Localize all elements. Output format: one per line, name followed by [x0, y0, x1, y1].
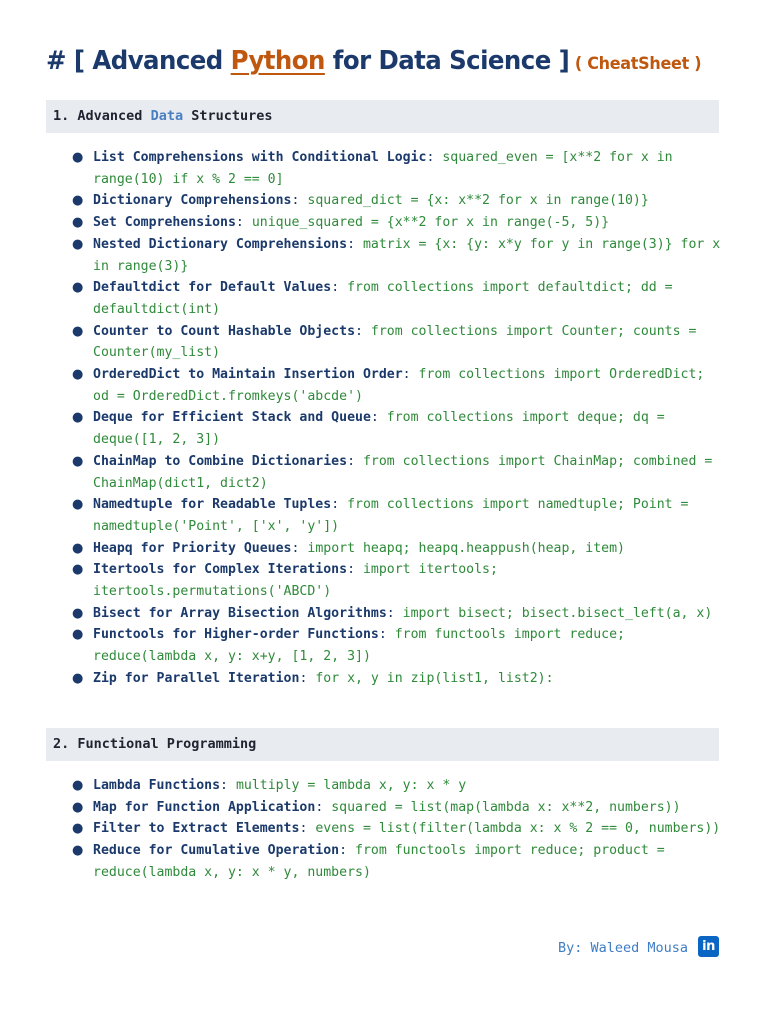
item-code: import bisect; bisect.bisect_left(a, x): [402, 605, 713, 621]
item-term: List Comprehensions with Conditional Logic: [93, 150, 427, 165]
list-item: ● Bisect for Array Bisection Algorithms: import bisect; bisect.bisect_left(a, x): [93, 603, 723, 625]
item-code: for x, y in zip(list1, list2):: [315, 670, 554, 686]
list-item: ● Set Comprehensions: unique_squared = {x**2 for x in range(-5, 5)}: [93, 212, 723, 234]
list-item: ● Nested Dictionary Comprehensions: matrix = {x: {y: x*y for y in range(3)} for x in range(3)}: [93, 234, 723, 277]
item-term: Set Comprehensions: [93, 215, 236, 231]
list-item: ● Lambda Functions: multiply = lambda x, y: x * y: [93, 775, 723, 797]
bullet-icon: ●: [72, 799, 84, 815]
title-subtitle: ( CheatSheet ): [574, 54, 702, 74]
title-highlight: Python: [230, 46, 325, 76]
item-code: unique_squared = {x**2 for x in range(-5, 5)}: [251, 215, 610, 231]
title-suffix: for Data Science ]: [324, 46, 570, 76]
bullet-icon: ●: [72, 843, 84, 859]
item-code: squared_dict = {x: x**2 for x in range(10)}: [307, 193, 649, 209]
list-item: ● Map for Function Application: squared = list(map(lambda x: x**2, numbers)): [93, 797, 723, 819]
list-item: ● OrderedDict to Maintain Insertion Order: from collections import OrderedDict; od = OrderedDict.fromkeys('abcde'): [93, 364, 723, 407]
item-code: import itertools; itertools.permutations('ABCD'): [93, 562, 498, 600]
item-term: Defaultdict for Default Values: [93, 280, 332, 296]
item-term: Nested Dictionary Comprehensions: [93, 236, 348, 252]
item-code: squared_even = [x**2 for x in range(10) if x % 2 == 0]: [93, 150, 673, 187]
list-item: ● Filter to Extract Elements: evens = list(filter(lambda x: x % 2 == 0, numbers)): [93, 818, 723, 840]
bullet-icon: ●: [72, 453, 84, 469]
item-term: Reduce for Cumulative Operation: [93, 843, 340, 859]
section-title-after: Structures: [183, 108, 273, 124]
bullet-icon: ●: [72, 497, 84, 513]
bullet-icon: ●: [72, 778, 84, 793]
section-header-functional-programming: [46, 728, 719, 761]
item-code: from functools import reduce; reduce(lambda x, y: x+y, [1, 2, 3]): [93, 627, 625, 665]
list-item: ● List Comprehensions with Conditional Logic: squared_even = [x**2 for x in range(10) if x % 2 == 0]: [93, 147, 723, 190]
linkedin-icon[interactable]: in: [698, 936, 719, 957]
list-item: ● Reduce for Cumulative Operation: from functools import reduce; product = reduce(lambda x, y: x * y, numbers): [93, 840, 723, 883]
bullet-icon: ●: [72, 627, 84, 643]
item-code: matrix = {x: {y: x*y for y in range(3)} for x in range(3)}: [93, 236, 721, 274]
bullet-icon: ●: [72, 323, 84, 339]
author-credit: By: Waleed Mousa: [557, 940, 688, 956]
item-term: Dictionary Comprehensions: [93, 193, 292, 209]
list-item: ● Heapq for Priority Queues: import heapq; heapq.heappush(heap, item): [93, 538, 723, 560]
list-item: ● Functools for Higher-order Functions: from functools import reduce; reduce(lambda x, y: x+y, [1, 2, 3]): [93, 624, 723, 667]
item-code: multiply = lambda x, y: x * y: [235, 778, 467, 793]
item-term: Zip for Parallel Iteration: [93, 670, 300, 686]
section-title-accent: Data: [150, 108, 184, 124]
item-code: squared = list(map(lambda x: x**2, numbers)): [331, 799, 681, 815]
bullet-icon: ●: [72, 821, 84, 837]
section-title-before: Advanced: [77, 108, 151, 124]
item-term: Itertools for Complex Iterations: [93, 562, 348, 578]
section-title-before: Functional Programming: [77, 736, 257, 752]
bullet-icon: ●: [72, 193, 84, 209]
item-term: Lambda Functions: [93, 778, 221, 793]
title-prefix: # [ Advanced: [46, 46, 231, 76]
item-code: from collections import deque; dq = deque([1, 2, 3]): [93, 410, 665, 448]
bullet-icon: ●: [72, 280, 84, 296]
page-title: [46, 46, 704, 76]
bullet-icon: ●: [72, 670, 84, 686]
item-code: from collections import Counter; counts = Counter(my_list): [93, 323, 697, 361]
item-term: Map for Function Application: [93, 799, 316, 815]
item-code: from collections import OrderedDict; od = OrderedDict.fromkeys('abcde'): [93, 367, 705, 404]
item-term: Counter to Count Hashable Objects: [93, 323, 356, 339]
list-item: ● Namedtuple for Readable Tuples: from collections import namedtuple; Point = namedtuple('Point', ['x', 'y']): [93, 494, 723, 537]
list-item: ● Dictionary Comprehensions: squared_dict = {x: x**2 for x in range(10)}: [93, 190, 723, 212]
item-term: Namedtuple for Readable Tuples: [93, 497, 332, 513]
bullet-icon: ●: [72, 236, 84, 252]
item-term: ChainMap to Combine Dictionaries: [93, 453, 348, 469]
item-term: Bisect for Array Bisection Algorithms: [93, 605, 387, 621]
item-code: from collections import defaultdict; dd = defaultdict(int): [93, 280, 673, 317]
item-code: import heapq; heapq.heappush(heap, item): [307, 540, 625, 556]
list-item: ● Defaultdict for Default Values: from collections import defaultdict; dd = defaultdict(int): [93, 277, 723, 320]
section-list-functional-programming: [0, 775, 768, 884]
item-term: Functools for Higher-order Functions: [93, 627, 379, 643]
item-term: Deque for Efficient Stack and Queue: [93, 410, 371, 426]
section-header-data-structures: [46, 100, 719, 133]
section-number: 2.: [53, 736, 70, 752]
section-number: 1.: [53, 108, 70, 124]
bullet-icon: ●: [72, 367, 84, 383]
item-code: from collections import namedtuple; Point = namedtuple('Point', ['x', 'y']): [93, 497, 689, 534]
section-list-data-structures: [0, 147, 768, 690]
bullet-icon: ●: [72, 562, 84, 578]
item-term: Heapq for Priority Queues: [93, 540, 292, 556]
bullet-icon: ●: [72, 410, 84, 426]
list-item: ● Deque for Efficient Stack and Queue: from collections import deque; dq = deque([1, 2, 3]): [93, 407, 723, 450]
bullet-icon: ●: [72, 150, 84, 165]
bullet-icon: ●: [72, 605, 84, 621]
item-code: evens = list(filter(lambda x: x % 2 == 0, numbers)): [315, 821, 721, 837]
bullet-icon: ●: [72, 540, 84, 556]
item-term: Filter to Extract Elements: [93, 821, 300, 837]
item-term: OrderedDict to Maintain Insertion Order: [93, 367, 403, 383]
list-item: ● Zip for Parallel Iteration: for x, y in zip(list1, list2):: [93, 668, 723, 690]
list-item: ● ChainMap to Combine Dictionaries: from collections import ChainMap; combined = ChainMap(dict1, dict2): [93, 451, 723, 494]
list-item: ● Itertools for Complex Iterations: import itertools; itertools.permutations('ABCD'): [93, 559, 723, 602]
item-code: from collections import ChainMap; combined = ChainMap(dict1, dict2): [93, 453, 713, 491]
item-code: from functools import reduce; product = reduce(lambda x, y: x * y, numbers): [93, 843, 665, 880]
bullet-icon: ●: [72, 215, 84, 231]
list-item: ● Counter to Count Hashable Objects: from collections import Counter; counts = Counter(my_list): [93, 321, 723, 364]
